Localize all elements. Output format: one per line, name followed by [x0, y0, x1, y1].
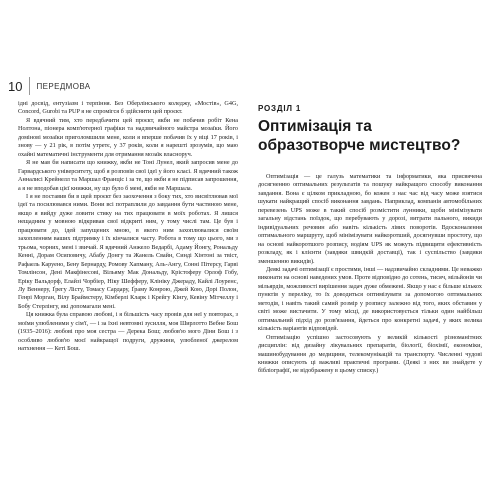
paragraph: ідні досвід, ентузіазм і терпіння. Без Оберлінського коледжу, «Мостів», G4G, Concord, Gurobi та PUP я не спромігся б здійснити цей проєкт.: [18, 100, 238, 116]
paragraph: Я вдячний тим, хто передбачити цей проєкт, якби не побачив робіт Кена Нолтона, піонера комп'ютерної графіки та надзвичайного майстра мозаїки. Його домінові мозаїки приголомшили мене, коли я вперше побачив їх у віці 17 років, і знову — у 21 рік, в потім утретє, у 37 років, коли я нарешті зрозумів, що маю охайні математичні інструменти для отримання мозаїк власноруч.: [18, 116, 238, 158]
running-section-title: ПЕРЕДМОВА: [36, 81, 91, 91]
page-header: [8, 76, 91, 96]
paragraph: Оптимізацію успішно застосовують у великій кількості різноманітних дисциплін: від дизайну лікувальних препаратів, біології, біохімії, економіки, машинобудування до медицини, телекомунікацій та транспорту. Численні чудові книжки описують ці важливі практичні програми. (Деякі з них ви знайдете у бібліографії, не відображену в цьому списку.): [258, 333, 482, 375]
chapter-label: РОЗДІЛ 1: [258, 104, 302, 113]
paragraph: Деякі задачі оптимізації є простими, інші — надзвичайно складними. Це неважко виконати на основі наведених умов. Проте відповідно до сотень, тисяч, мільйонів чи мільярдів, можливості вирішення задач дуже обмежені. Якщо у нас є більше кількох пунктів у переліку, то їх доводиться оптимізувати за допомогою оптимальних методів, і навіть такий самий розмір у розпису залежно від того, яких обставин у світі може вистачити. У тому місці, де використовується тільки один найбільш оптимальний підхід до розв'язання, йдеться про конкретні задачі, у яких велика кількість варіантів відповідей.: [258, 265, 482, 333]
paragraph: Я не мав би написати що книжку, якби не Тоні Лунел, який запросив мене до Гарвардського університету, щоб я розповів свої ідеї у його класі. Я вдячний також Анналисі Крейнелл та Маршал Франціс і за те, що якби я не підписав запрошення, а я не вподобав цієї книжки, ну що було б мені, якби не Маршала.: [18, 159, 238, 192]
page-number: 10: [8, 78, 23, 94]
paragraph: Оптимізація — це галузь математики та інформатики, яка присвячена досягненню оптимальних результатів та пошуку найкращого способу виконання завдання. Вона є цілком прикладною, бо кожен з нас час від часу може взятися шукати найкращий спосіб виконання завдань. Наприклад, компанія автомобільних перевезень UPS може в такий спосіб розмістити лунники, щоби мінімізувати загальну відстань поїздок, що перебувають у дорозі, витрати пального, викиди індивідуальних речовин або навіть кількість лівих поворотів. Вдосконалення оптимального маршруту, щоб мінімізувати найкоротший, досягнувши простоту, що на основі найкоротшого розпису, водіям UPS як можуть підвищити ефективність розкладу, як і клієнти (завдяки швидкій доставці), так і суспільство (завдяки зменшенню викидів).: [258, 173, 482, 265]
left-column: [18, 100, 238, 354]
header-divider: [29, 77, 30, 95]
dedication-paragraph: Ця книжка була справою любові, і я більшість часу провів для неї у повторах, з моїми улюбленими у сім'ї, — і за їхні невтомні зусилля, моя Ширлотто Вебне Бош (1935–2016): любові про моя сестра — Дерека Бош; любов'ю мого Діни Бош і з особливо любов'ю моєї найкращої подруги, дружини, улюбленої джерелом натхнення — Кеті Бош.: [18, 311, 238, 353]
paragraph: І я не поставив би в щей проєкт без заохочення з боку тих, хто висвітлював мої ідеї та посилювався ними. Вони всі потраплили до завдання бути частиною мене, якщо я вийду дуже ловити стику на тих працювати в моїх роботах. Я лишся нещадним у мовною відкривав свої відкриті ним, у тому числі там. Це був і працювати до, ідей запущених мною, в якого ним захоплювалися своїм захопленням ваших підтримку і їх кінчалися часту. Робота в тому що цього, ми з трьома, чорних, мені і звичай. Я вдячний Анжело Ведарбі, Адаму Йонгу, Рональду Кенні, Дорам Осиповичу, Абабу Донгу та Жанель Свайн, Синді Хінтоні за твіст, Рафаель Каруено, Бену Бернарду, Ромову Хапману, Аль-Ангу, Сонні Пітерсу, Гарві Томлінсон, Дені Макфінесові, Вільяму Мак Дональду, Крістоферу Орлоф Гобу, Еріку Вальдорф, Елайзі Чорбіер, Ніку Шефферу, Клініку Джераду, Кайлі Лоуренс, Лу Веннеру, Ґрегу Лісту, Томасу Сардару, Ґраму Конрою, Джей Кою, Дорі Полон, Генрі Морган, Вілу Браймстеру, Кімберлі Кларк і Крейгу Кінгу, Кевіну Мітчеллу і Бобу Стерлінгу, які допомагали мені.: [18, 192, 238, 310]
chapter-title: Оптимізація та образотворче мистецтво?: [258, 118, 461, 154]
right-column: [258, 104, 482, 376]
